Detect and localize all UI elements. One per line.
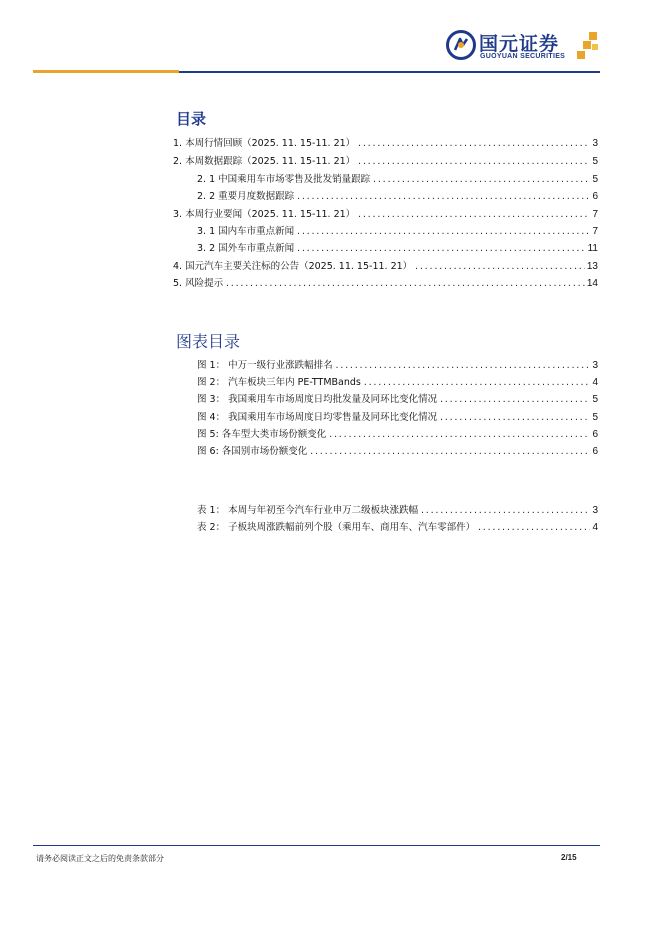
toc-leader xyxy=(309,445,590,459)
toc-item-page: 13 xyxy=(586,261,598,272)
figure-item[interactable] xyxy=(197,411,598,425)
toc-title: 目录 xyxy=(176,110,207,128)
toc-item-label: 3. 1 国内车市重点新闻 xyxy=(197,226,295,237)
guoyuan-logo-icon xyxy=(446,30,476,60)
toc-item[interactable] xyxy=(173,260,598,274)
figure-item-label: 图 5: 各车型大类市场份额变化 xyxy=(197,429,327,440)
toc-item[interactable] xyxy=(197,190,598,204)
toc-leader xyxy=(439,411,590,425)
toc-leader xyxy=(296,242,585,256)
toc-item-label: 1. 本周行情回顾（2025. 11. 15-11. 21） xyxy=(173,138,356,149)
toc-item-label: 5. 风险提示 xyxy=(173,278,224,289)
figure-item-label: 图 1： 中万一级行业涨跌幅排名 xyxy=(197,360,333,371)
toc-item-page: 3 xyxy=(592,138,598,149)
toc-item-label: 3. 本周行业要闻（2025. 11. 15-11. 21） xyxy=(173,209,356,220)
toc-leader xyxy=(357,208,590,222)
figure-item-page: 4 xyxy=(592,377,598,388)
toc-item[interactable] xyxy=(173,208,598,222)
logo-english-text: GUOYUAN SECURITIES xyxy=(480,53,566,60)
toc-leader xyxy=(225,277,585,291)
table-item-page: 4 xyxy=(592,522,598,533)
toc-item-page: 7 xyxy=(592,209,598,220)
page-number: 2/15 xyxy=(561,853,577,862)
toc-leader xyxy=(296,225,590,239)
table-item-page: 3 xyxy=(592,505,598,516)
figures-list-title: 图表目录 xyxy=(176,332,241,351)
toc-item-label: 3. 2 国外车市重点新闻 xyxy=(197,243,295,254)
toc-leader xyxy=(357,137,590,151)
toc-leader xyxy=(414,260,585,274)
table-item-label: 表 1： 本周与年初至今汽车行业申万二级板块涨跌幅 xyxy=(197,505,419,516)
toc-leader xyxy=(372,173,590,187)
toc-item-label: 2. 1 中国乘用车市场零售及批发销量跟踪 xyxy=(197,174,371,185)
figure-item[interactable] xyxy=(197,393,598,407)
toc-leader xyxy=(420,504,590,518)
toc-leader xyxy=(357,155,590,169)
figure-item[interactable] xyxy=(197,445,598,459)
figure-item-label: 图 3： 我国乘用车市场周度日均批发量及同环比变化情况 xyxy=(197,394,438,405)
toc-item[interactable] xyxy=(173,137,598,151)
company-logo xyxy=(446,28,602,66)
table-item-label: 表 2： 子板块周涨跌幅前列个股（乘用车、商用车、汽车零部件） xyxy=(197,522,476,533)
toc-item[interactable] xyxy=(173,155,598,169)
toc-item-page: 7 xyxy=(592,226,598,237)
toc-item-page: 6 xyxy=(592,191,598,202)
toc-leader xyxy=(296,190,590,204)
table-item[interactable] xyxy=(197,521,598,535)
toc-item-page: 11 xyxy=(587,243,598,254)
toc-item[interactable] xyxy=(197,173,598,187)
toc-item-page: 5 xyxy=(592,174,598,185)
logo-chinese-text: 国元证券 xyxy=(479,33,560,55)
toc-item[interactable] xyxy=(173,277,598,291)
figure-item[interactable] xyxy=(197,428,598,442)
footer-disclaimer: 请务必阅读正文之后的免责条款部分 xyxy=(36,854,164,863)
toc-item-page: 14 xyxy=(586,278,598,289)
toc-leader xyxy=(439,393,590,407)
figure-item-label: 图 4： 我国乘用车市场周度日均零售量及同环比变化情况 xyxy=(197,412,438,423)
toc-item-label: 2. 本周数据跟踪（2025. 11. 15-11. 21） xyxy=(173,156,356,167)
toc-leader xyxy=(328,428,590,442)
toc-leader xyxy=(335,359,591,373)
toc-item[interactable] xyxy=(197,242,598,256)
footer-rule xyxy=(33,845,600,846)
toc-item-label: 2. 2 重要月度数据跟踪 xyxy=(197,191,295,202)
toc-item-label: 4. 国元汽车主要关注标的公告（2025. 11. 15-11. 21） xyxy=(173,261,413,272)
figure-item-page: 6 xyxy=(592,446,598,457)
figure-item-page: 5 xyxy=(592,394,598,405)
toc-leader xyxy=(363,376,591,390)
figure-item[interactable] xyxy=(197,376,598,390)
figure-item[interactable] xyxy=(197,359,598,373)
figure-item-page: 5 xyxy=(592,412,598,423)
toc-item[interactable] xyxy=(197,225,598,239)
table-item[interactable] xyxy=(197,504,598,518)
toc-leader xyxy=(477,521,590,535)
figure-item-label: 图 6: 各国别市场份额变化 xyxy=(197,446,308,457)
logo-squares-icon xyxy=(577,32,601,60)
figure-item-page: 6 xyxy=(592,429,598,440)
toc-item-page: 5 xyxy=(592,156,598,167)
header-accent-rule xyxy=(33,70,179,73)
figure-item-page: 3 xyxy=(592,360,598,371)
figure-item-label: 图 2： 汽车板块三年内 PE-TTMBands xyxy=(197,377,361,388)
